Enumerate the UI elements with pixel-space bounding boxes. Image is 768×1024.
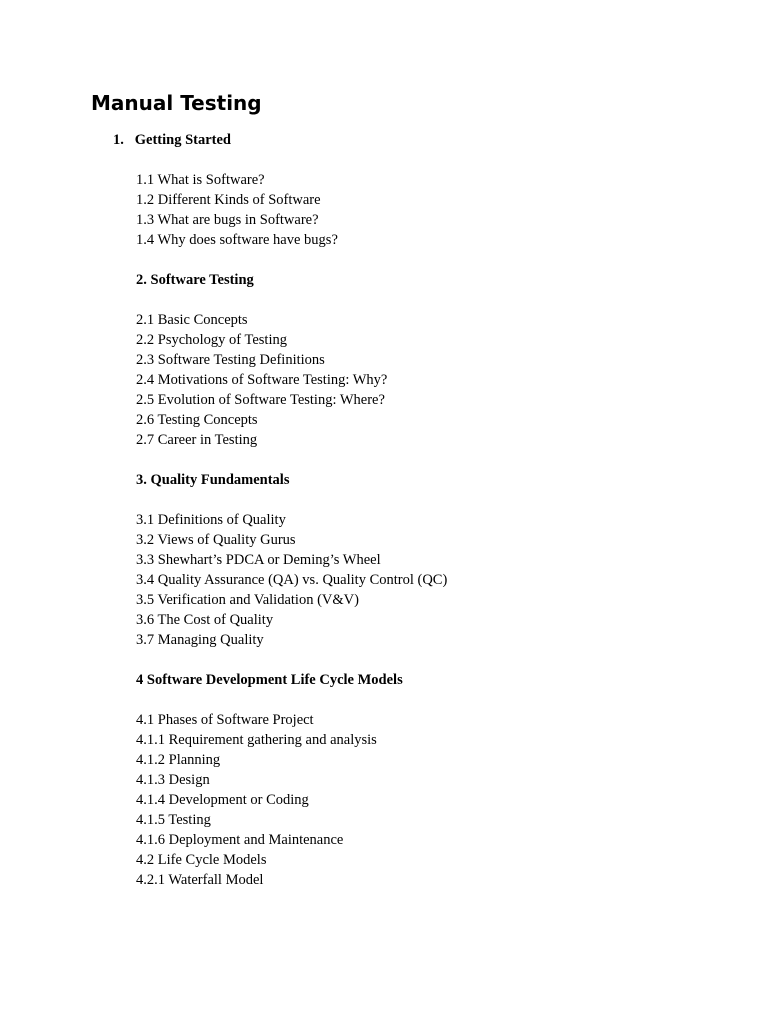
list-item: 2.3 Software Testing Definitions [136,352,325,368]
section-sdlc-models [136,670,736,890]
section-quality-fundamentals [136,470,736,650]
list-item: 1.3 What are bugs in Software? [136,212,319,228]
list-item: 1.4 Why does software have bugs? [136,232,338,248]
list-item: 4.1.4 Development or Coding [136,792,309,808]
list-item: 1.2 Different Kinds of Software [136,192,321,208]
section-heading: 2. Software Testing [136,272,254,288]
list-item: 4.1 Phases of Software Project [136,712,314,728]
list-item: 3.4 Quality Assurance (QA) vs. Quality Control (QC) [136,572,448,588]
list-item: 4.1.5 Testing [136,812,211,828]
list-item: 3.3 Shewhart’s PDCA or Deming’s Wheel [136,552,381,568]
document-title: Manual Testing [91,91,262,115]
table-of-contents [113,130,736,910]
section-heading: 3. Quality Fundamentals [136,472,290,488]
list-item: 3.7 Managing Quality [136,632,264,648]
list-item: 2.7 Career in Testing [136,432,258,448]
list-item: 2.1 Basic Concepts [136,312,248,328]
section-software-testing [136,270,736,450]
list-item: 4.2 Life Cycle Models [136,852,267,868]
section-getting-started [113,130,736,250]
list-item: 2.4 Motivations of Software Testing: Why? [136,372,388,388]
list-item: 4.1.6 Deployment and Maintenance [136,832,344,848]
list-item: 4.1.2 Planning [136,752,221,768]
list-item: 3.1 Definitions of Quality [136,512,286,528]
list-item: 3.2 Views of Quality Gurus [136,532,296,548]
section-heading: 1. Getting Started [113,132,231,148]
list-item: 2.2 Psychology of Testing [136,332,287,348]
list-item: 3.6 The Cost of Quality [136,612,274,628]
list-item: 4.2.1 Waterfall Model [136,872,264,888]
list-item: 1.1 What is Software? [136,172,265,188]
list-item: 2.5 Evolution of Software Testing: Where? [136,392,385,408]
list-item: 2.6 Testing Concepts [136,412,258,428]
list-item: 3.5 Verification and Validation (V&V) [136,592,359,608]
section-heading: 4 Software Development Life Cycle Models [136,672,403,688]
list-item: 4.1.1 Requirement gathering and analysis [136,732,377,748]
list-item: 4.1.3 Design [136,772,210,788]
